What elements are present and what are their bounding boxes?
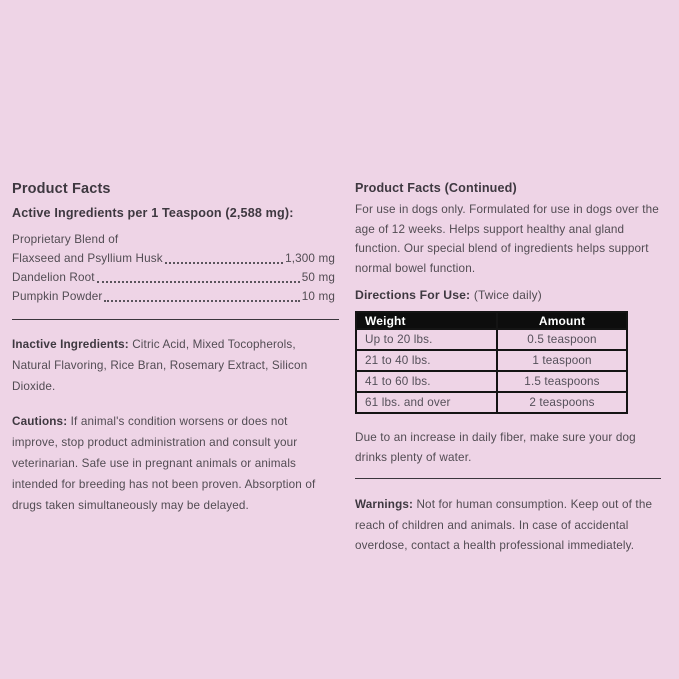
cautions-text: If animal's condition worsens or does not improve, stop product administration and consult your veterinarian. Safe use in pregnant animals or animals intended for breeding has not been proven. Absorption of drugs taken simultaneously may be delayed. bbox=[12, 415, 316, 512]
fiber-water-note: Due to an increase in daily fiber, make sure your dog drinks plenty of water. bbox=[355, 431, 636, 464]
ingredient-name: Flaxseed and Psyllium Husk bbox=[12, 252, 163, 265]
dot-leader bbox=[97, 281, 300, 283]
table-row bbox=[356, 392, 627, 413]
table-header-row bbox=[356, 312, 627, 329]
table-row bbox=[356, 329, 627, 350]
amount-cell: 1 teaspoon bbox=[497, 350, 627, 371]
weight-column-header: Weight bbox=[356, 312, 497, 329]
weight-cell: 61 lbs. and over bbox=[356, 392, 497, 413]
dot-leader bbox=[104, 300, 299, 302]
ingredient-name: Dandelion Root bbox=[12, 271, 95, 284]
table-row bbox=[356, 371, 627, 392]
product-facts-continued-title: Product Facts (Continued) bbox=[355, 181, 517, 195]
ingredient-name: Pumpkin Powder bbox=[12, 290, 103, 303]
cautions-paragraph bbox=[12, 411, 335, 516]
warnings-label: Warnings: bbox=[355, 498, 414, 511]
amount-cell: 1.5 teaspoons bbox=[497, 371, 627, 392]
directions-for-use-line bbox=[355, 288, 667, 302]
inactive-ingredients-text: Citric Acid, Mixed Tocopherols, Natural Flavoring, Rice Bran, Rosemary Extract, Silicon Dioxide. bbox=[12, 338, 308, 393]
amount-cell: 0.5 teaspoon bbox=[497, 329, 627, 350]
ingredient-row bbox=[12, 287, 335, 306]
right-section-divider bbox=[355, 478, 661, 479]
inactive-ingredients-paragraph bbox=[12, 334, 335, 397]
directions-frequency-note: (Twice daily) bbox=[473, 288, 542, 302]
product-facts-title: Product Facts bbox=[12, 181, 111, 197]
dosage-table-body bbox=[356, 329, 627, 413]
dosage-table-header bbox=[356, 312, 627, 329]
weight-cell: 21 to 40 lbs. bbox=[356, 350, 497, 371]
ingredient-row bbox=[12, 249, 335, 268]
ingredient-amount: 10 mg bbox=[301, 290, 335, 303]
proprietary-blend-label: Proprietary Blend of bbox=[12, 233, 119, 246]
amount-column-header: Amount bbox=[497, 312, 627, 329]
dosage-table bbox=[355, 311, 628, 414]
warnings-paragraph bbox=[355, 495, 667, 557]
ingredient-amount: 1,300 mg bbox=[285, 252, 335, 265]
left-section-divider bbox=[12, 319, 339, 320]
left-column bbox=[12, 181, 335, 516]
right-column bbox=[355, 181, 667, 557]
amount-cell: 2 teaspoons bbox=[497, 392, 627, 413]
weight-cell: Up to 20 lbs. bbox=[356, 329, 497, 350]
warnings-text: Not for human consumption. Keep out of the reach of children and animals. In case of accidental overdose, contact a health professional immediately. bbox=[355, 498, 653, 552]
ingredient-amount: 50 mg bbox=[301, 271, 335, 284]
dot-leader bbox=[165, 262, 283, 264]
ingredient-row bbox=[12, 268, 335, 287]
active-ingredients-heading: Active Ingredients per 1 Teaspoon (2,588 mg): bbox=[12, 206, 294, 220]
weight-cell: 41 to 60 lbs. bbox=[356, 371, 497, 392]
inactive-ingredients-label: Inactive Ingredients: bbox=[12, 338, 129, 351]
directions-label: Directions For Use: bbox=[355, 288, 471, 302]
table-row bbox=[356, 350, 627, 371]
cautions-label: Cautions: bbox=[12, 415, 68, 428]
usage-intro-paragraph: For use in dogs only. Formulated for use in dogs over the age of 12 weeks. Helps support healthy anal gland function. Our special blend of ingredients helps support normal bowel function. bbox=[355, 203, 659, 275]
